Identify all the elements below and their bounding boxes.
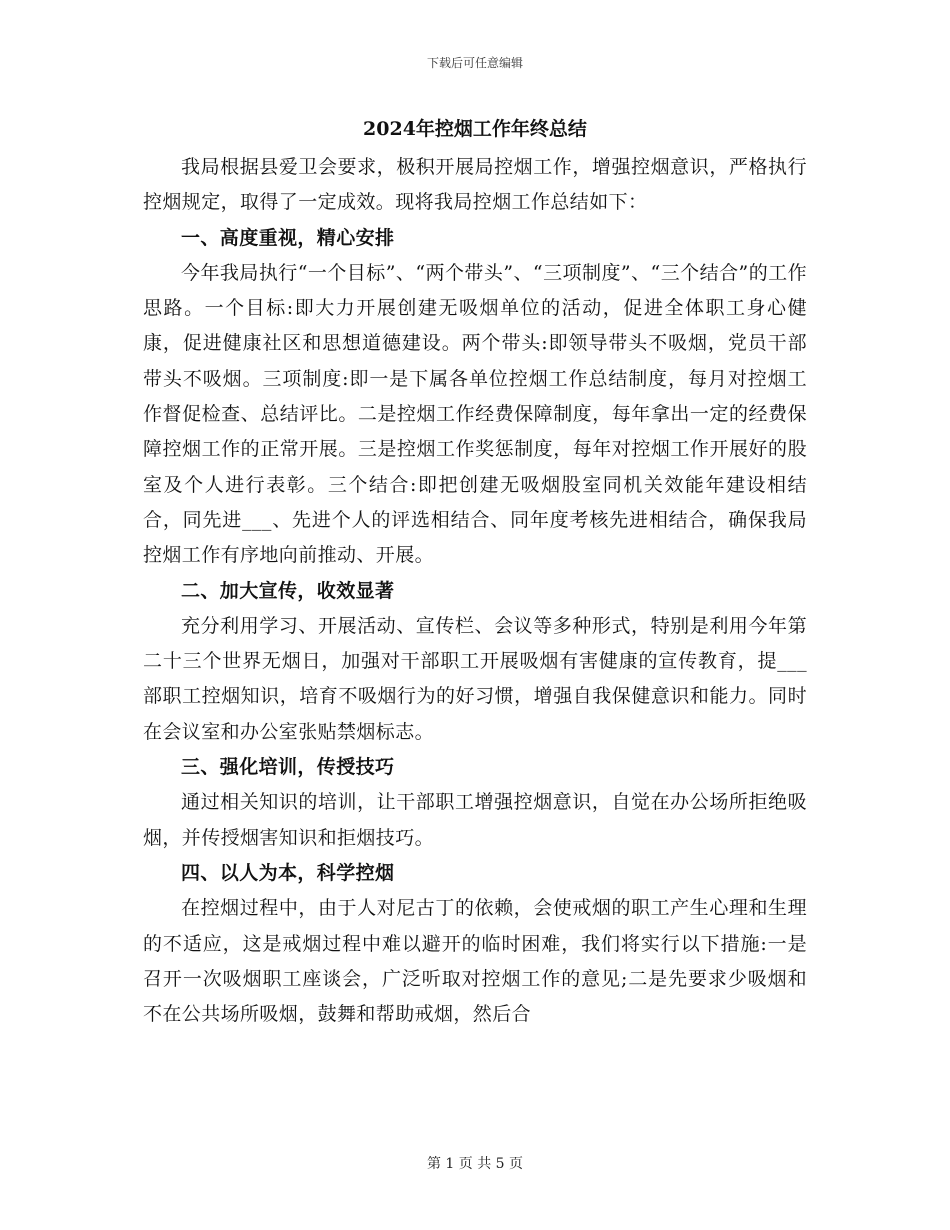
section-paragraph-3: 通过相关知识的培训，让干部职工增强控烟意识，自觉在办公场所拒绝吸烟，并传授烟害知识和拒烟技巧。 — [143, 791, 807, 849]
document-title: 2024年控烟工作年终总结 — [363, 118, 587, 140]
section-heading-4: 四、以人为本，科学控烟 — [181, 861, 395, 884]
section-paragraph-1: 今年我局执行“一个目标”、“两个带头”、“三项制度”、“三个结合”的工作思路。一个目标:即大力开展创建无吸烟单位的活动，促进全体职工身心健康，促进健康社区和思想道德建设。两个带头:即领导带头不吸烟，党员干部带头不吸烟。三项制度:即一是下属各单位控烟工作总结制度，每月对控烟工作督促检查、总结评比。二是控烟工作经费保障制度，每年拿出一定的经费保障控烟工作的正常开展。三是控烟工作奖惩制度，每年对控烟工作开展好的股室及个人进行表彰。三个结合:即把创建无吸烟股室同机关效能年建设相结合，同先进___、先进个人的评选相结合、同年度考核先进相结合，确保我局控烟工作有序地向前推动、开展。 — [143, 261, 807, 567]
header-note: 下载后可任意编辑 — [426, 56, 523, 70]
section-heading-3: 三、强化培训，传授技巧 — [181, 756, 395, 779]
page-number-footer: 第 1 页 共 5 页 — [426, 1156, 524, 1172]
section-paragraph-4: 在控烟过程中，由于人对尼古丁的依赖，会使戒烟的职工产生心理和生理的不适应，这是戒烟过程中难以避开的临时困难，我们将实行以下措施:一是召开一次吸烟职工座谈会，广泛听取对控烟工作的意见;二是先要求少吸烟和不在公共场所吸烟，鼓舞和帮助戒烟，然后合 — [143, 897, 807, 1026]
section-heading-2: 二、加大宣传，收效显著 — [181, 579, 395, 602]
document-body — [143, 150, 807, 1032]
section-paragraph-2: 充分利用学习、开展活动、宣传栏、会议等多种形式，特别是利用今年第二十三个世界无烟日，加强对干部职工开展吸烟有害健康的宣传教育，提___部职工控烟知识，培育不吸烟行为的好习惯，增强自我保健意识和能力。同时在会议室和办公室张贴禁烟标志。 — [143, 614, 807, 743]
intro-paragraph: 我局根据县爱卫会要求，极积开展局控烟工作，增强控烟意识，严格执行控烟规定，取得了一定成效。现将我局控烟工作总结如下： — [143, 156, 807, 214]
section-heading-1: 一、高度重视，精心安排 — [181, 226, 395, 249]
